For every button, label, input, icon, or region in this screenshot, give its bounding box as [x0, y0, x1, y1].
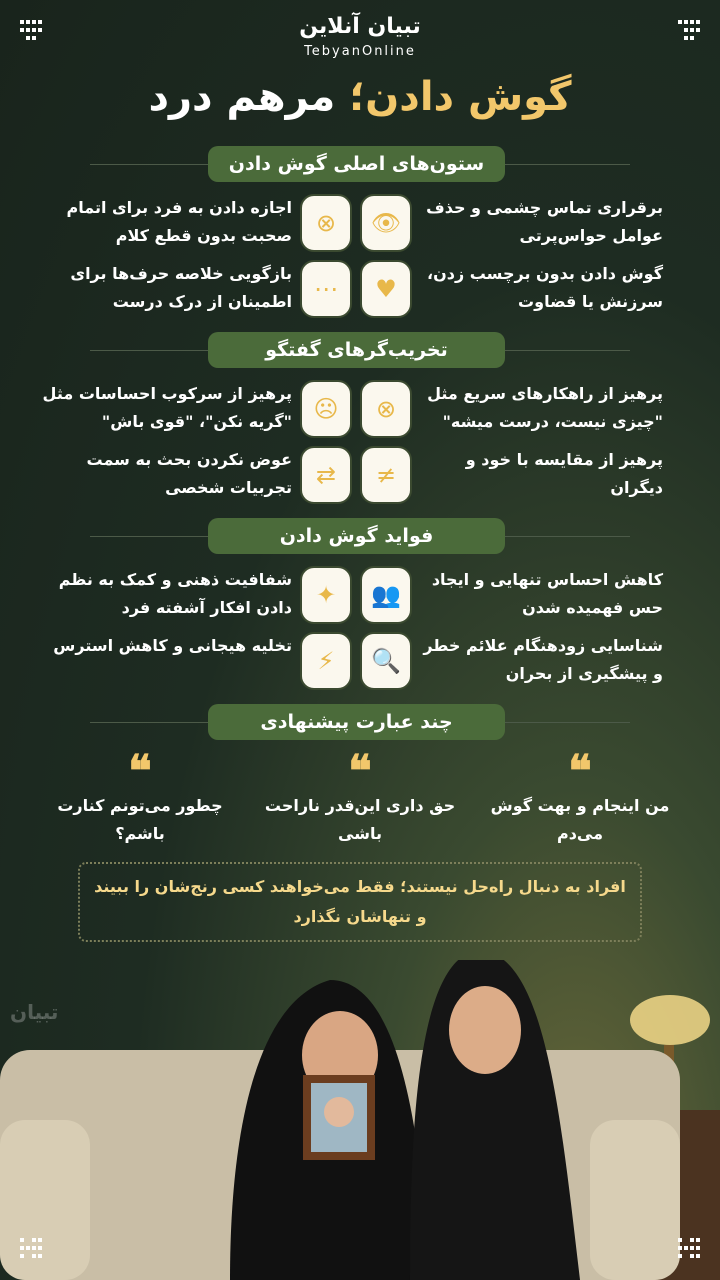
list-item-text: گوش دادن بدون برچسب زدن، سرزنش یا قضاوت	[427, 264, 663, 311]
items-grid	[0, 566, 720, 690]
watermark: تبیان	[10, 1000, 59, 1024]
list-item-text: پرهیز از راهکارهای سریع مثل "چیزی نیست، درست میشه"	[427, 384, 663, 431]
quote-icon: ❝	[348, 746, 372, 797]
section-header	[0, 704, 720, 740]
eye-phone-crossed-icon: 👁	[360, 194, 412, 252]
list-item-text: اجازه دادن به فرد برای اتمام صحبت بدون قطع کلام	[66, 198, 292, 245]
corner-logo-icon	[678, 1238, 700, 1260]
key-message-box: افراد به دنبال راه‌حل نیستند؛ فقط می‌خواهند کسی رنج‌شان را ببیند و تنهاشان نگذارد	[78, 862, 642, 942]
lamp-shade	[630, 995, 710, 1045]
title-rest: مرهم درد	[148, 74, 336, 120]
section-heading: چند عبارت پیشنهادی	[208, 704, 505, 740]
brain-sparkle-icon: ✦	[300, 566, 352, 624]
items-grid	[0, 380, 720, 504]
brand-logo: تبیان آنلاین	[299, 14, 421, 39]
list-item-text: عوض نکردن بحث به سمت تجربیات شخصی	[86, 450, 292, 497]
people-not-equal-icon: ≠	[360, 446, 412, 504]
title-highlight: گوش دادن؛	[349, 74, 572, 120]
section-heading: ستون‌های اصلی گوش دادن	[208, 146, 505, 182]
corner-logo-icon	[20, 1238, 42, 1260]
quote-item	[42, 746, 238, 848]
speech-bubble-cross-icon: ⊗	[300, 194, 352, 252]
list-item-text: پرهیز از مقایسه با خود و دیگران	[465, 450, 663, 497]
crying-face-crossed-icon: ☹	[300, 380, 352, 438]
section-header	[0, 146, 720, 182]
magnifier-icon: 🔍	[360, 632, 412, 690]
two-people-support-icon: 👥	[360, 566, 412, 624]
list-item-text: شناسایی زودهنگام علائم خطر و پیشگیری از بحران	[423, 636, 663, 683]
illustration-comforting-women	[0, 960, 720, 1280]
items-grid	[0, 194, 720, 318]
speech-bubble-dots-icon: ⋯	[300, 260, 352, 318]
stressed-person-icon: ⚡	[300, 632, 352, 690]
swap-bubbles-icon: ⇄	[300, 446, 352, 504]
quote-icon: ❝	[128, 746, 152, 797]
section-header	[0, 332, 720, 368]
ear-heart-icon: ♥	[360, 260, 412, 318]
quote-text: من اینجام و بهت گوش می‌دم	[490, 796, 670, 843]
quotes-row	[0, 746, 720, 848]
quote-text: چطور می‌تونم کنارت باشم؟	[57, 796, 223, 843]
brand-logo-latin: TebyanOnline	[304, 44, 416, 59]
list-item-text: برقراری تماس چشمی و حذف عوامل حواس‌پرتی	[426, 198, 663, 245]
page-title	[0, 74, 720, 120]
list-item-text: تخلیه هیجانی و کاهش استرس	[53, 636, 292, 655]
person-cross-icon: ⊗	[360, 380, 412, 438]
section-heading: فواید گوش دادن	[208, 518, 505, 554]
quote-item	[262, 746, 458, 848]
quote-icon: ❝	[568, 746, 592, 797]
quote-text: حق داری این‌قدر ناراحت باشی	[264, 796, 456, 843]
list-item-text: پرهیز از سرکوب احساسات مثل "گریه نکن"، "قوی باش"	[42, 384, 292, 431]
content	[0, 146, 720, 942]
list-item-text: کاهش احساس تنهایی و ایجاد حس فهمیده شدن	[431, 570, 663, 617]
section-header	[0, 518, 720, 554]
quote-item	[482, 746, 678, 848]
section-heading: تخریب‌گرهای گفتگو	[208, 332, 505, 368]
list-item-text: بازگویی خلاصه حرف‌ها برای اطمینان از درک درست	[70, 264, 292, 311]
list-item-text: شفافیت ذهنی و کمک به نظم دادن افکار آشفته فرد	[58, 570, 292, 617]
